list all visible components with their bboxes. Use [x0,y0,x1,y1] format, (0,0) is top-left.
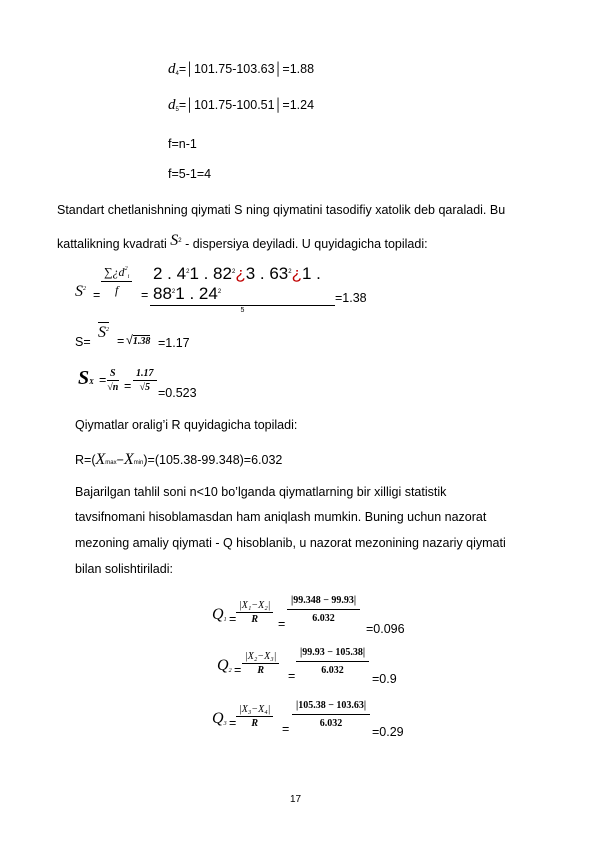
paragraph-1-text-a: kattalikning kvadrati [57,237,167,251]
se-result: =0.523 [158,386,197,400]
variance-lhs: S [75,283,83,300]
se-eq-2: = [124,379,132,393]
se-s-symbol: S [78,367,90,389]
sd-sqrt: √1.38 [126,333,151,347]
d4-line [168,60,314,78]
paragraph-1-line-1: Standart chetlanishning qiymati S ning qiymatini tasodifiy xatolik deb qaraladi. Bu [57,203,506,217]
q1-result: =0.096 [366,622,405,636]
d5-line [168,96,314,114]
d4-symbol: d [168,61,176,77]
degrees-of-freedom-formula: f=n-1 [168,137,197,151]
se-eq-1: = [99,373,107,387]
d5-symbol: d [168,97,176,113]
page-number: 17 [290,794,302,805]
variance-eq-1: = [93,288,101,302]
variance-fraction-1: $\frac{\sum¿d^2_i}{f}$ [101,265,132,298]
d4-index: 4 [175,71,179,77]
variance-frac1-num: ∑¿d [104,265,125,279]
paragraph-1-line-2 [57,232,428,253]
d4-expression: =│101.75-103.63│=1.88 [178,62,315,76]
paragraph-2-line-3: mezoning amaliy qiymati - Q hisoblanib, u nazorat mezonining nazariy qiymati [75,536,506,550]
s-symbol-inline-sup: 2 [178,238,182,244]
variance-lhs-sup: 2 [83,286,86,292]
variance-frac2-den: 5 [240,307,245,314]
q2-result: =0.9 [372,672,397,686]
d5-expression: =│101.75-100.51│=1.24 [178,98,315,112]
variance-eq-2: = [141,288,149,302]
s-symbol-inline: S [170,232,179,249]
paragraph-2-line-1: Bajarilgan tahlil soni n<10 bo’lganda qiymatlarning bir xilligi statistik [75,485,447,499]
paragraph-1-text-b: - dispersiya deyiladi. U quyidagicha topiladi: [185,237,428,251]
range-formula: R=(Xmax−Xmin)=(105.38-99.348)=6.032 [75,451,283,468]
paragraph-2-line-4: bilan solishtiriladi: [75,562,173,576]
variance-result: =1.38 [335,291,367,305]
se-fraction-1: $\frac{S}{√n}$ [107,368,119,393]
variance-fraction-2: 2 . $4^21$ . $82^2¿3$ . $63^2¿1$ . $88^21$ . $24^2$ 5 [150,264,335,314]
se-fraction-2: $\frac{1.17}{√5}$ [133,368,157,393]
sd-eq: = [117,334,125,348]
sd-prefix: S= [75,335,91,349]
q3-result: =0.29 [372,725,404,739]
variance-frac1-den: f [114,283,119,297]
sd-s-symbol: S [98,324,106,341]
sd-result: =1.17 [158,336,190,350]
range-intro: Qiymatlar oralig’i R quyidagicha topiladi: [75,418,298,432]
paragraph-2-line-2: tavsifnomani hisoblamasdan ham aniqlash mumkin. Buning uchun nazorat [75,510,487,524]
degrees-of-freedom-value: f=5-1=4 [168,167,212,181]
d5-index: 5 [175,107,179,113]
